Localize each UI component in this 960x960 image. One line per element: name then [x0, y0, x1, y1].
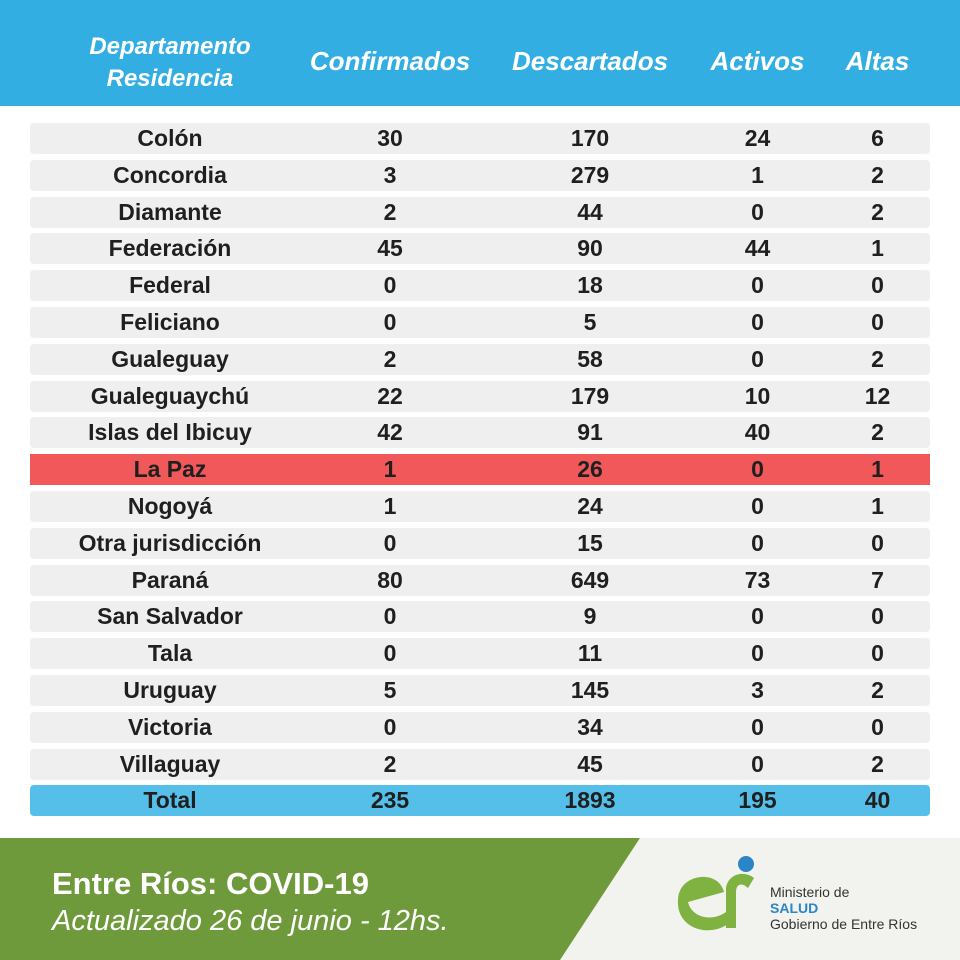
cell-descartados: 1893 [564, 787, 616, 813]
header-altas: Altas [845, 46, 910, 76]
cell-altas: 2 [871, 162, 884, 188]
cell-descartados: 58 [577, 346, 603, 372]
cell-descartados: 649 [570, 567, 610, 593]
header-departamento-line2: Residencia [106, 65, 234, 92]
cell-departamento: Tala [147, 640, 193, 666]
cell-altas: 1 [871, 235, 884, 261]
cell-descartados: 34 [577, 714, 603, 740]
cell-confirmados: 0 [383, 640, 397, 666]
cell-altas: 0 [871, 603, 884, 629]
cell-confirmados: 80 [377, 567, 403, 593]
cell-departamento: Nogoyá [127, 493, 213, 519]
header-confirmados: Confirmados [309, 46, 471, 76]
table-row [30, 528, 930, 559]
cell-activos: 0 [751, 640, 764, 666]
cell-descartados: 170 [570, 125, 610, 151]
cell-departamento: Federal [129, 272, 211, 298]
cell-departamento: Total [143, 787, 197, 813]
cell-activos: 195 [738, 787, 777, 813]
cell-activos: 0 [751, 309, 764, 335]
cell-departamento: Victoria [128, 714, 212, 740]
cell-altas: 0 [871, 309, 884, 335]
footer-subtitle: Actualizado 26 de junio - 12hs. [52, 905, 449, 937]
table-row [30, 160, 930, 191]
cell-confirmados: 5 [383, 677, 397, 703]
cell-confirmados: 0 [383, 309, 397, 335]
cell-altas: 1 [871, 493, 884, 519]
cell-confirmados: 2 [383, 751, 397, 777]
cell-confirmados: 0 [383, 272, 397, 298]
table-row [30, 307, 930, 338]
cell-activos: 0 [751, 493, 764, 519]
cell-confirmados: 3 [383, 162, 397, 188]
table-row [30, 601, 930, 632]
cell-altas: 0 [871, 272, 884, 298]
cell-departamento: Uruguay [123, 677, 217, 703]
table-row [30, 197, 930, 228]
table-row [30, 712, 930, 743]
cell-descartados: 179 [570, 383, 610, 409]
cell-confirmados: 30 [377, 125, 403, 151]
cell-descartados: 279 [570, 162, 610, 188]
cell-altas: 0 [871, 530, 884, 556]
cell-descartados: 45 [577, 751, 603, 777]
er-logo-icon [668, 852, 764, 936]
cell-altas: 1 [871, 456, 884, 482]
cell-confirmados: 0 [383, 603, 397, 629]
logo-line-salud: SALUD [770, 900, 819, 916]
table-row [30, 491, 930, 522]
footer-title: Entre Ríos: COVID-19 [52, 866, 369, 901]
cell-activos: 0 [751, 530, 764, 556]
cell-departamento: Villaguay [119, 751, 221, 777]
cell-descartados: 44 [577, 199, 603, 225]
cell-departamento: Islas del Ibicuy [88, 419, 252, 445]
table-row [30, 270, 930, 301]
header-descartados: Descartados [511, 46, 669, 76]
table-row [30, 233, 930, 264]
cell-activos: 0 [751, 199, 764, 225]
cell-altas: 7 [871, 567, 884, 593]
header-departamento [55, 28, 285, 98]
cell-activos: 44 [744, 235, 771, 261]
table-row [30, 638, 930, 669]
table-row [30, 417, 930, 448]
table-row [30, 381, 930, 412]
cell-altas: 2 [871, 677, 884, 703]
logo-line-gobierno: Gobierno de Entre Ríos [770, 916, 918, 932]
cell-confirmados: 1 [383, 456, 397, 482]
table-row [30, 565, 930, 596]
cell-altas: 2 [871, 751, 884, 777]
cell-activos: 3 [751, 677, 764, 703]
ministry-logo-text [770, 884, 917, 932]
cell-confirmados: 0 [383, 530, 397, 556]
cell-activos: 40 [744, 419, 771, 445]
cell-activos: 24 [744, 125, 771, 151]
cell-activos: 0 [751, 751, 764, 777]
cell-departamento: Colón [137, 125, 203, 151]
cell-activos: 10 [744, 383, 771, 409]
cell-departamento: Federación [108, 235, 232, 261]
cell-departamento: Gualeguaychú [90, 383, 250, 409]
cell-confirmados: 2 [383, 346, 397, 372]
cell-departamento: San Salvador [97, 603, 243, 629]
logo-line-ministerio: Ministerio de [770, 884, 850, 900]
cell-confirmados: 1 [383, 493, 397, 519]
header-activos: Activos [710, 46, 805, 76]
cell-altas: 40 [864, 787, 891, 813]
cell-departamento: Paraná [131, 567, 209, 593]
cell-descartados: 90 [577, 235, 603, 261]
table-row [30, 675, 930, 706]
cell-altas: 6 [871, 125, 884, 151]
cell-altas: 2 [871, 199, 884, 225]
cell-departamento: Feliciano [120, 309, 220, 335]
cell-descartados: 15 [577, 530, 603, 556]
table-row [30, 454, 930, 485]
table-row [30, 344, 930, 375]
cell-departamento: Diamante [118, 199, 222, 225]
cell-descartados: 26 [577, 456, 603, 482]
table-row [30, 123, 930, 154]
cell-activos: 73 [744, 567, 771, 593]
header-departamento-line1: Departamento [89, 33, 251, 60]
cell-confirmados: 0 [383, 714, 397, 740]
cell-descartados: 91 [577, 419, 603, 445]
cell-confirmados: 235 [370, 787, 410, 813]
cell-altas: 2 [871, 346, 884, 372]
cell-activos: 0 [751, 603, 764, 629]
cell-confirmados: 22 [377, 383, 403, 409]
cell-descartados: 9 [583, 603, 597, 629]
cell-confirmados: 42 [377, 419, 403, 445]
cell-activos: 0 [751, 714, 764, 740]
cell-departamento: Otra jurisdicción [78, 530, 262, 556]
cell-activos: 0 [751, 272, 764, 298]
cell-departamento: La Paz [133, 456, 207, 482]
cell-descartados: 24 [577, 493, 603, 519]
cell-altas: 0 [871, 714, 884, 740]
cell-descartados: 11 [577, 640, 603, 666]
table-row [30, 749, 930, 780]
cell-departamento: Concordia [113, 162, 227, 188]
cell-descartados: 18 [577, 272, 603, 298]
cell-activos: 0 [751, 346, 764, 372]
cell-descartados: 145 [570, 677, 610, 703]
cell-confirmados: 2 [383, 199, 397, 225]
table-header [0, 0, 960, 106]
cell-confirmados: 45 [377, 235, 403, 261]
total-row [30, 785, 930, 816]
cell-activos: 1 [751, 162, 764, 188]
cell-altas: 12 [864, 383, 891, 409]
cell-departamento: Gualeguay [111, 346, 229, 372]
cell-descartados: 5 [583, 309, 597, 335]
cell-activos: 0 [751, 456, 764, 482]
cell-altas: 0 [871, 640, 884, 666]
cell-altas: 2 [871, 419, 884, 445]
